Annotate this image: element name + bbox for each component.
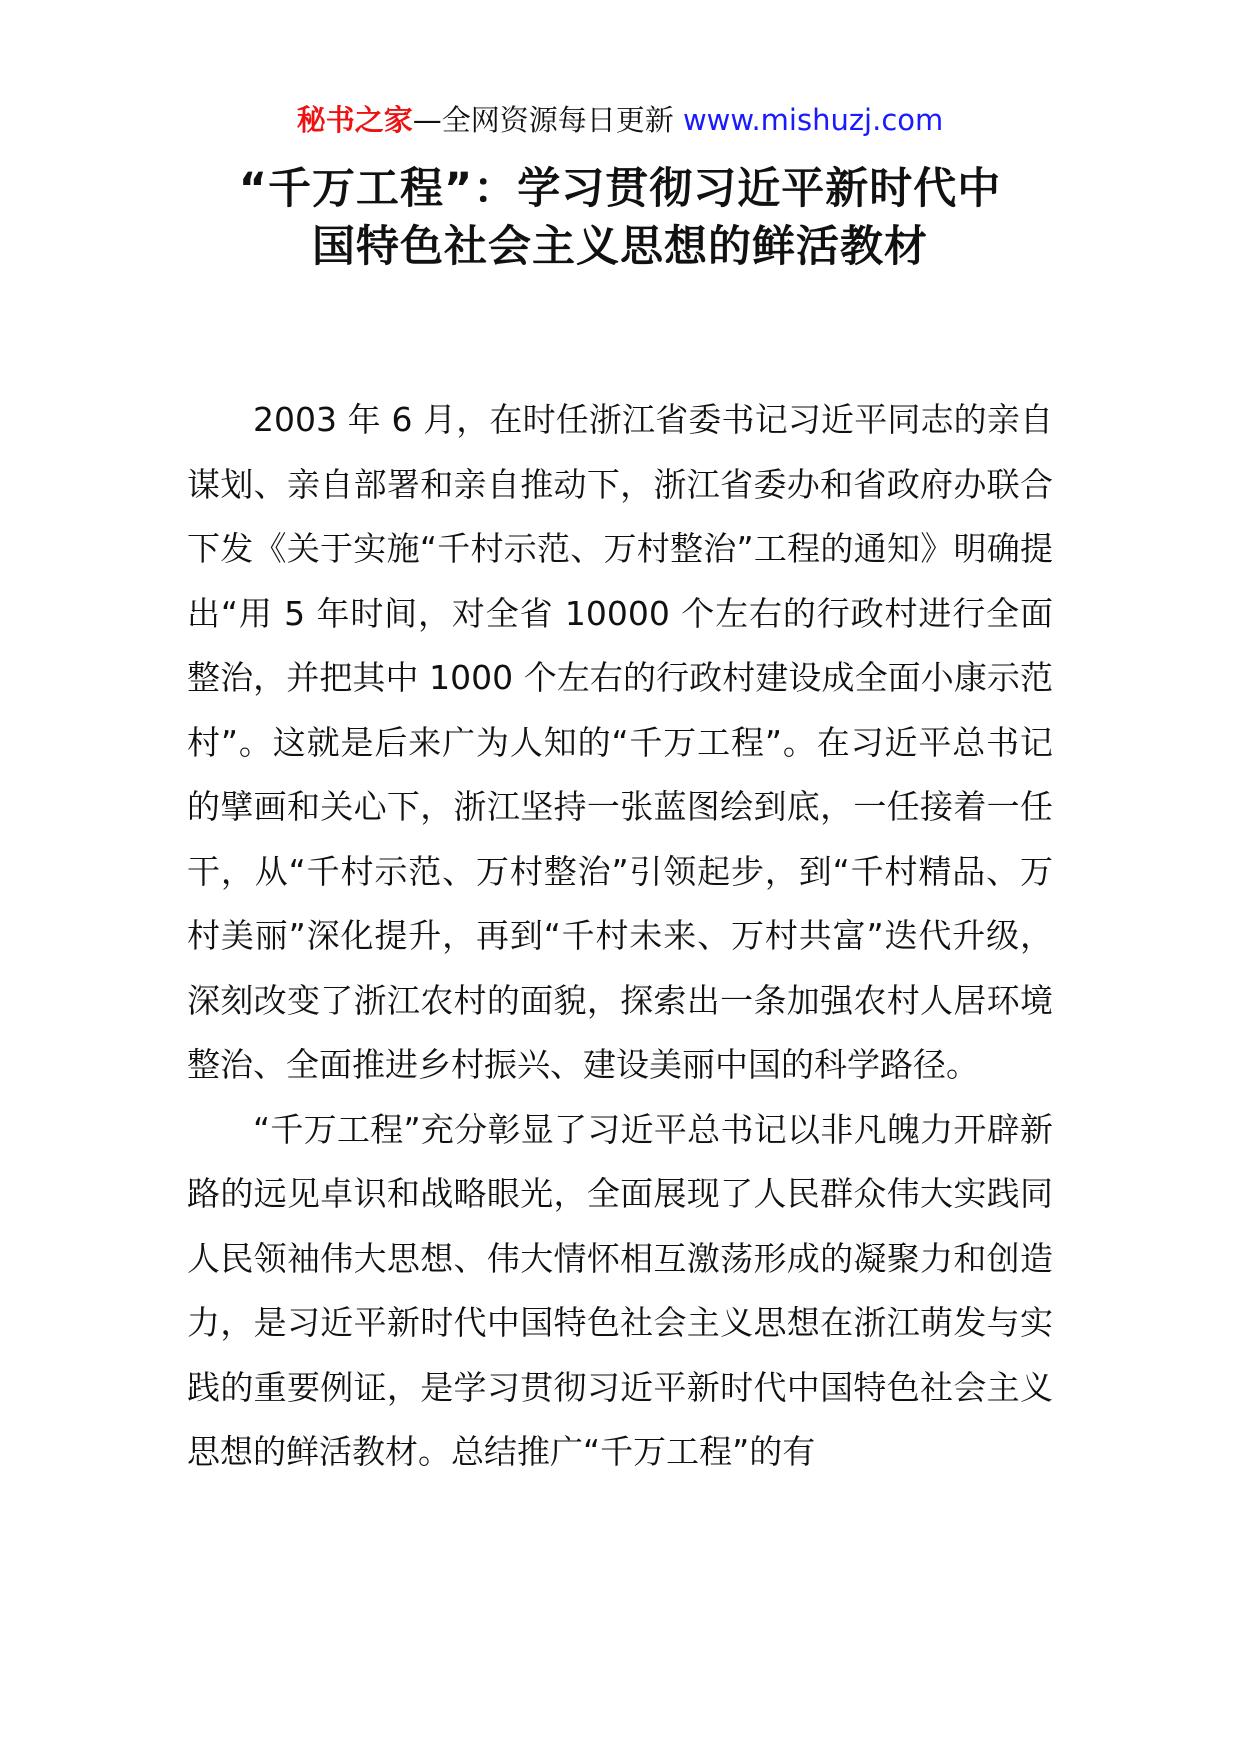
paragraph: “千万工程”充分彰显了习近平总书记以非凡魄力开辟新路的远见卓识和战略眼光，全面展现了人民群众伟大实践同人民领袖伟大思想、伟大情怀相互激荡形成的凝聚力和创造力，是习近平新时代中国特色社会主义思想在浙江萌发与实践的重要例证，是学习贯彻习近平新时代中国特色社会主义思想的鲜活教材。总结推广“千万工程”的有 — [187, 1109, 1053, 1471]
site-header — [0, 100, 1240, 140]
brand-name: 秘书之家 — [296, 103, 413, 137]
title-line-1: “千万工程”：学习贯彻习近平新时代中 — [238, 164, 1002, 214]
paragraph: 2003 年 6 月，在时任浙江省委书记习近平同志的亲自谋划、亲自部署和亲自推动下，浙江省委办和省政府办联合下发《关于实施“千村示范、万村整治”工程的通知》明确提出“用 5 年时间，对全省 10000 个左右的行政村进行全面整治，并把其中 1000 个左右的行政村建设成全面小康示范村”。这就是后来广为人知的“千万工程”。在习近平总书记的擘画和关心下，浙江坚持一张蓝图绘到底，一任接着一任干，从“千村示范、万村整治”引领起步，到“千村精品、万村美丽”深化提升，再到“千村未来、万村共富”迭代升级，深刻改变了浙江农村的面貌，探索出一条加强农村人居环境整治、全面推进乡村振兴、建设美丽中国的科学路径。 — [187, 400, 1053, 1084]
site-url-link[interactable]: www.mishuzj.com — [682, 103, 944, 137]
title-line-2: 国特色社会主义思想的鲜活教材 — [312, 222, 928, 272]
header-slogan: —全网资源每日更新 — [412, 103, 683, 137]
document-body — [187, 388, 1053, 1485]
document-title — [150, 160, 1090, 276]
